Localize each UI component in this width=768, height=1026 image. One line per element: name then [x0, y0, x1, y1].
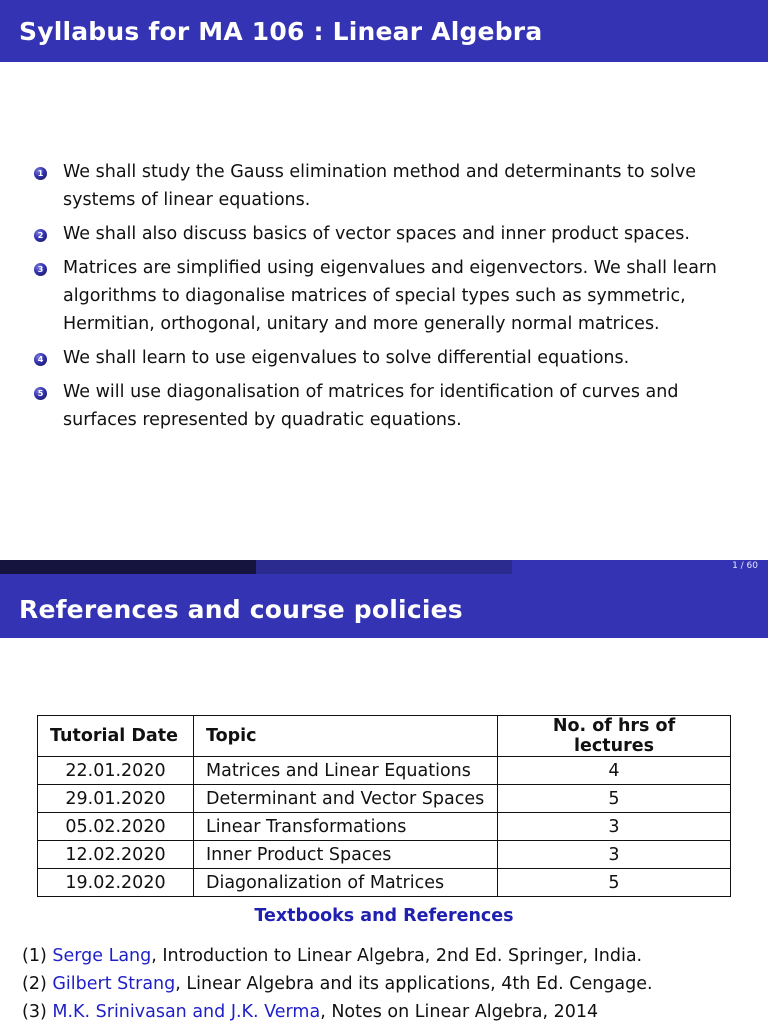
- list-item-text: We shall also discuss basics of vector spaces and inner product spaces.: [63, 224, 690, 244]
- references-heading: Textbooks and References: [254, 906, 514, 926]
- reference-text: , Linear Algebra and its applications, 4th Ed. Cengage.: [175, 974, 653, 994]
- cell-date: 22.01.2020: [38, 757, 194, 785]
- nav-section-1[interactable]: [0, 560, 256, 574]
- cell-date: 29.01.2020: [38, 785, 194, 813]
- cell-date: 05.02.2020: [38, 813, 194, 841]
- cell-hours: 5: [498, 785, 731, 813]
- cell-topic: Inner Product Spaces: [194, 841, 498, 869]
- cell-topic: Diagonalization of Matrices: [194, 869, 498, 897]
- references-list: [22, 942, 653, 1026]
- slide-2-title-bar: [0, 574, 768, 638]
- numbered-ball-icon: 4: [34, 353, 47, 366]
- list-item: [34, 254, 734, 338]
- table-row: [38, 869, 731, 897]
- header-topic: Topic: [194, 716, 498, 757]
- reference-item: [22, 970, 653, 998]
- reference-author-link[interactable]: Serge Lang: [52, 946, 152, 966]
- cell-hours: 4: [498, 757, 731, 785]
- list-item-text: We shall learn to use eigenvalues to solve differential equations.: [63, 348, 630, 368]
- list-item-text: Matrices are simplified using eigenvalues and eigenvectors. We shall learn algorithms to diagonalise matrices of special types such as symmetric, Hermitian, orthogonal, unitary and more generally normal matrices.: [63, 258, 717, 334]
- reference-text: , Introduction to Linear Algebra, 2nd Ed. Springer, India.: [151, 946, 643, 966]
- list-item-text: We shall study the Gauss elimination method and determinants to solve systems of linear equations.: [63, 162, 696, 210]
- numbered-ball-icon: 5: [34, 387, 47, 400]
- cell-topic: Matrices and Linear Equations: [194, 757, 498, 785]
- reference-number: (1): [22, 946, 47, 966]
- reference-item: [22, 998, 653, 1026]
- cell-hours: 5: [498, 869, 731, 897]
- list-item: [34, 220, 734, 248]
- reference-number: (3): [22, 1002, 47, 1022]
- numbered-ball-icon: 3: [34, 263, 47, 276]
- slide-1-title: Syllabus for MA 106 : Linear Algebra: [19, 17, 543, 46]
- list-item: [34, 378, 734, 434]
- cell-date: 19.02.2020: [38, 869, 194, 897]
- list-item: [34, 344, 734, 372]
- slide-2-title: References and course policies: [19, 595, 463, 624]
- table-row: [38, 757, 731, 785]
- page-number: 1 / 60: [732, 561, 758, 571]
- header-tutorial-date: Tutorial Date: [38, 716, 194, 757]
- table-row: [38, 785, 731, 813]
- cell-topic: Linear Transformations: [194, 813, 498, 841]
- syllabus-list: [34, 158, 734, 440]
- cell-hours: 3: [498, 841, 731, 869]
- nav-section-2[interactable]: [256, 560, 512, 574]
- reference-author-link[interactable]: Gilbert Strang: [52, 974, 176, 994]
- cell-hours: 3: [498, 813, 731, 841]
- list-item-text: We will use diagonalisation of matrices for identification of curves and surfaces represented by quadratic equations.: [63, 382, 679, 430]
- reference-author-link[interactable]: M.K. Srinivasan and J.K. Verma: [52, 1002, 321, 1022]
- table-header-row: [38, 716, 731, 757]
- reference-number: (2): [22, 974, 47, 994]
- numbered-ball-icon: 2: [34, 229, 47, 242]
- reference-text: , Notes on Linear Algebra, 2014: [320, 1002, 599, 1022]
- slide-1-title-bar: [0, 0, 768, 62]
- reference-item: [22, 942, 653, 970]
- table-row: [38, 841, 731, 869]
- tutorial-schedule-table: [37, 715, 731, 897]
- header-hours: No. of hrs of lectures: [498, 716, 731, 757]
- cell-topic: Determinant and Vector Spaces: [194, 785, 498, 813]
- list-item: [34, 158, 734, 214]
- table-row: [38, 813, 731, 841]
- slide-navigation-strip: [0, 560, 768, 574]
- cell-date: 12.02.2020: [38, 841, 194, 869]
- numbered-ball-icon: 1: [34, 167, 47, 180]
